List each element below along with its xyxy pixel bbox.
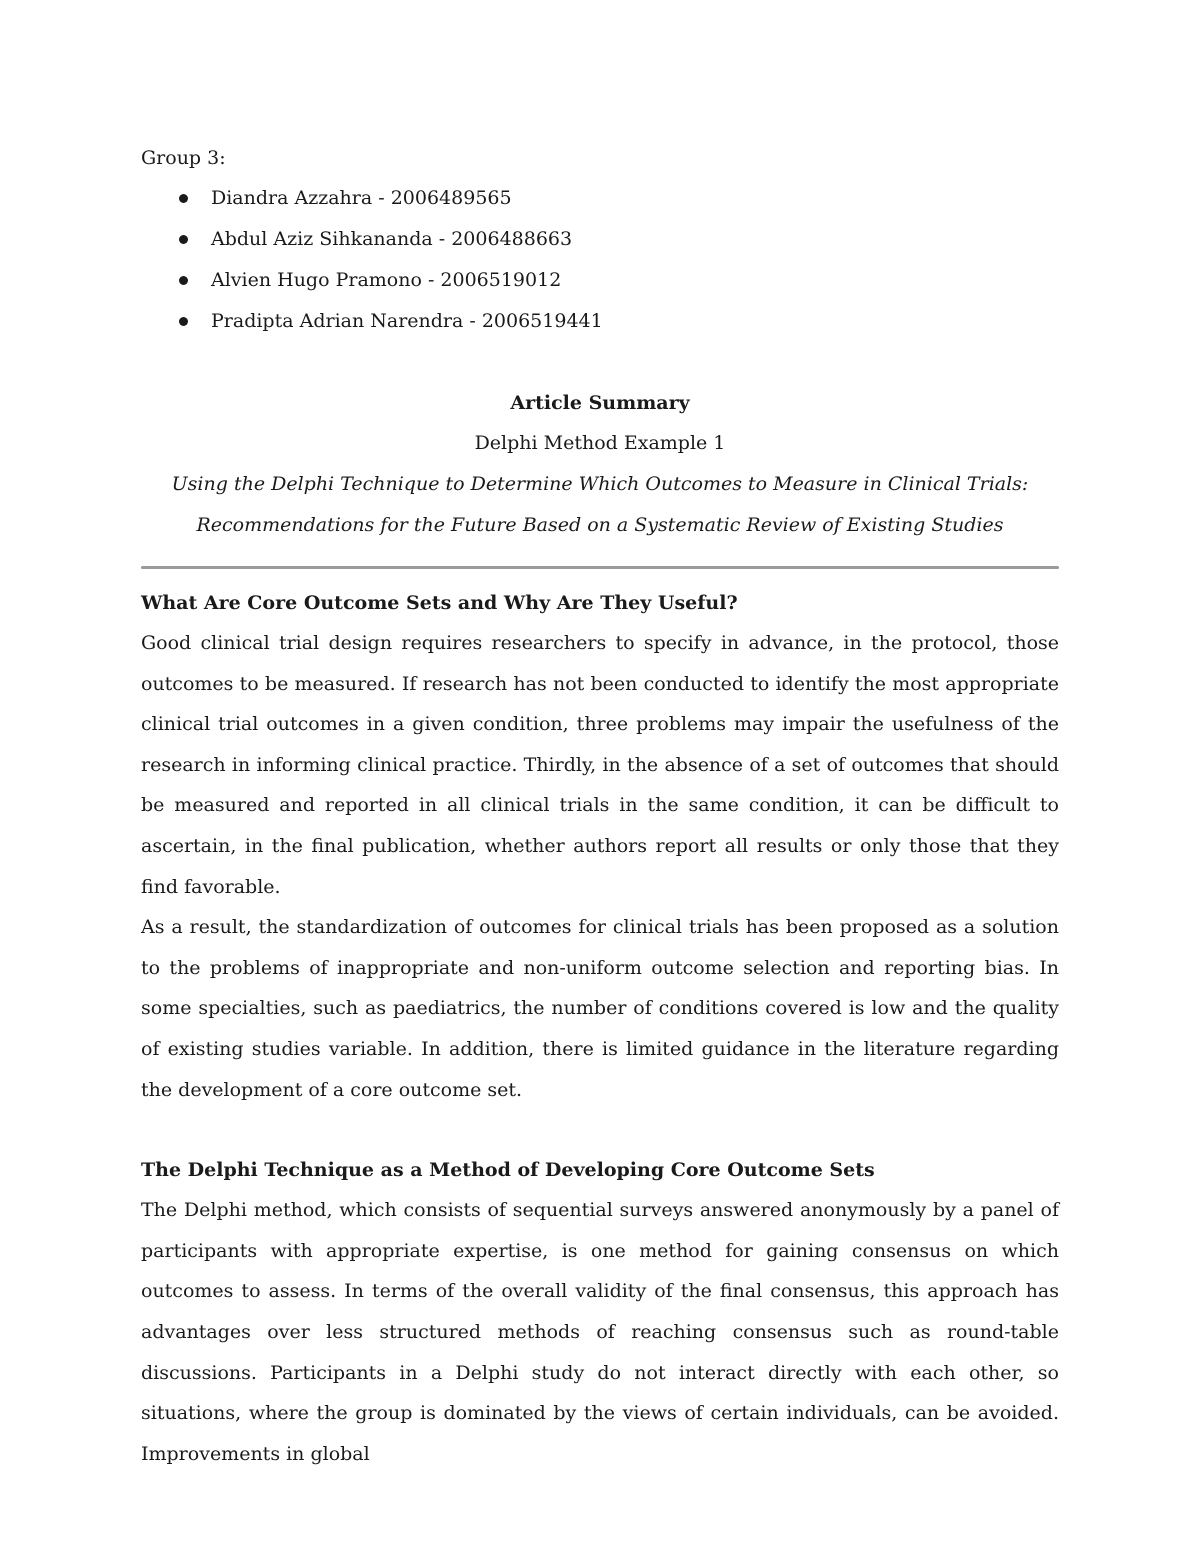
group-title: Group 3:: [141, 147, 226, 169]
document-page: [141, 138, 1059, 1474]
summary-subtitle: Delphi Method Example 1: [474, 432, 726, 454]
member-name: Pradipta Adrian Narendra - 2006519441: [211, 310, 603, 332]
member-name: Diandra Azzahra - 2006489565: [211, 187, 512, 209]
paragraph: The Delphi method, which consists of sequential surveys answered anonymously by a panel of participants with appropriate expertise, is one method for gaining consensus on which outcomes to assess. In terms of the overall validity of the final consensus, this approach has advantages over less structured methods of reaching consensus such as round-table discussions. Participants in a Delphi study do not interact directly with each other, so situations, where the group is dominated by the views of certain individuals, can be avoided. Improvements in global: [141, 1199, 1059, 1465]
member-item: [179, 260, 1059, 301]
summary-title: Article Summary: [510, 392, 690, 414]
section-spacer: [141, 1110, 1059, 1150]
member-name: Alvien Hugo Pramono - 2006519012: [211, 269, 562, 291]
member-list: [141, 178, 1059, 342]
article-title-line-2: Recommendations for the Future Based on a Systematic Review of Existing Studies: [196, 514, 1004, 536]
member-name: Abdul Aziz Sihkananda - 2006488663: [211, 228, 573, 250]
paragraph: As a result, the standardization of outcomes for clinical trials has been proposed as a solution to the problems of inappropriate and non-uniform outcome selection and reporting bias. In some specialties, such as paediatrics, the number of conditions covered is low and the quality of existing studies variable. In addition, there is limited guidance in the literature regarding the development of a core outcome set.: [141, 916, 1059, 1101]
section-delphi-technique: [141, 1150, 1059, 1474]
bullet-icon: [179, 194, 188, 203]
section-heading: The Delphi Technique as a Method of Developing Core Outcome Sets: [141, 1159, 875, 1182]
summary-header: [141, 383, 1059, 546]
member-item: [179, 219, 1059, 260]
member-item: [179, 178, 1059, 219]
bullet-icon: [179, 235, 188, 244]
bullet-icon: [179, 317, 188, 326]
section-core-outcome-sets: [141, 583, 1059, 1110]
paragraph: Good clinical trial design requires researchers to specify in advance, in the protocol, those outcomes to be measured. If research has not been conducted to identify the most appropriate clinical trial outcomes in a given condition, three problems may impair the usefulness of the research in informing clinical practice. Thirdly, in the absence of a set of outcomes that should be measured and reported in all clinical trials in the same condition, it can be difficult to ascertain, in the final publication, whether authors report all results or only those that they find favorable.: [141, 632, 1059, 898]
section-heading: What Are Core Outcome Sets and Why Are They Useful?: [141, 592, 738, 614]
bullet-icon: [179, 276, 188, 285]
horizontal-divider: [141, 566, 1059, 569]
member-item: [179, 301, 1059, 342]
article-title-line-1: Using the Delphi Technique to Determine Which Outcomes to Measure in Clinical Trials:: [171, 473, 1029, 495]
